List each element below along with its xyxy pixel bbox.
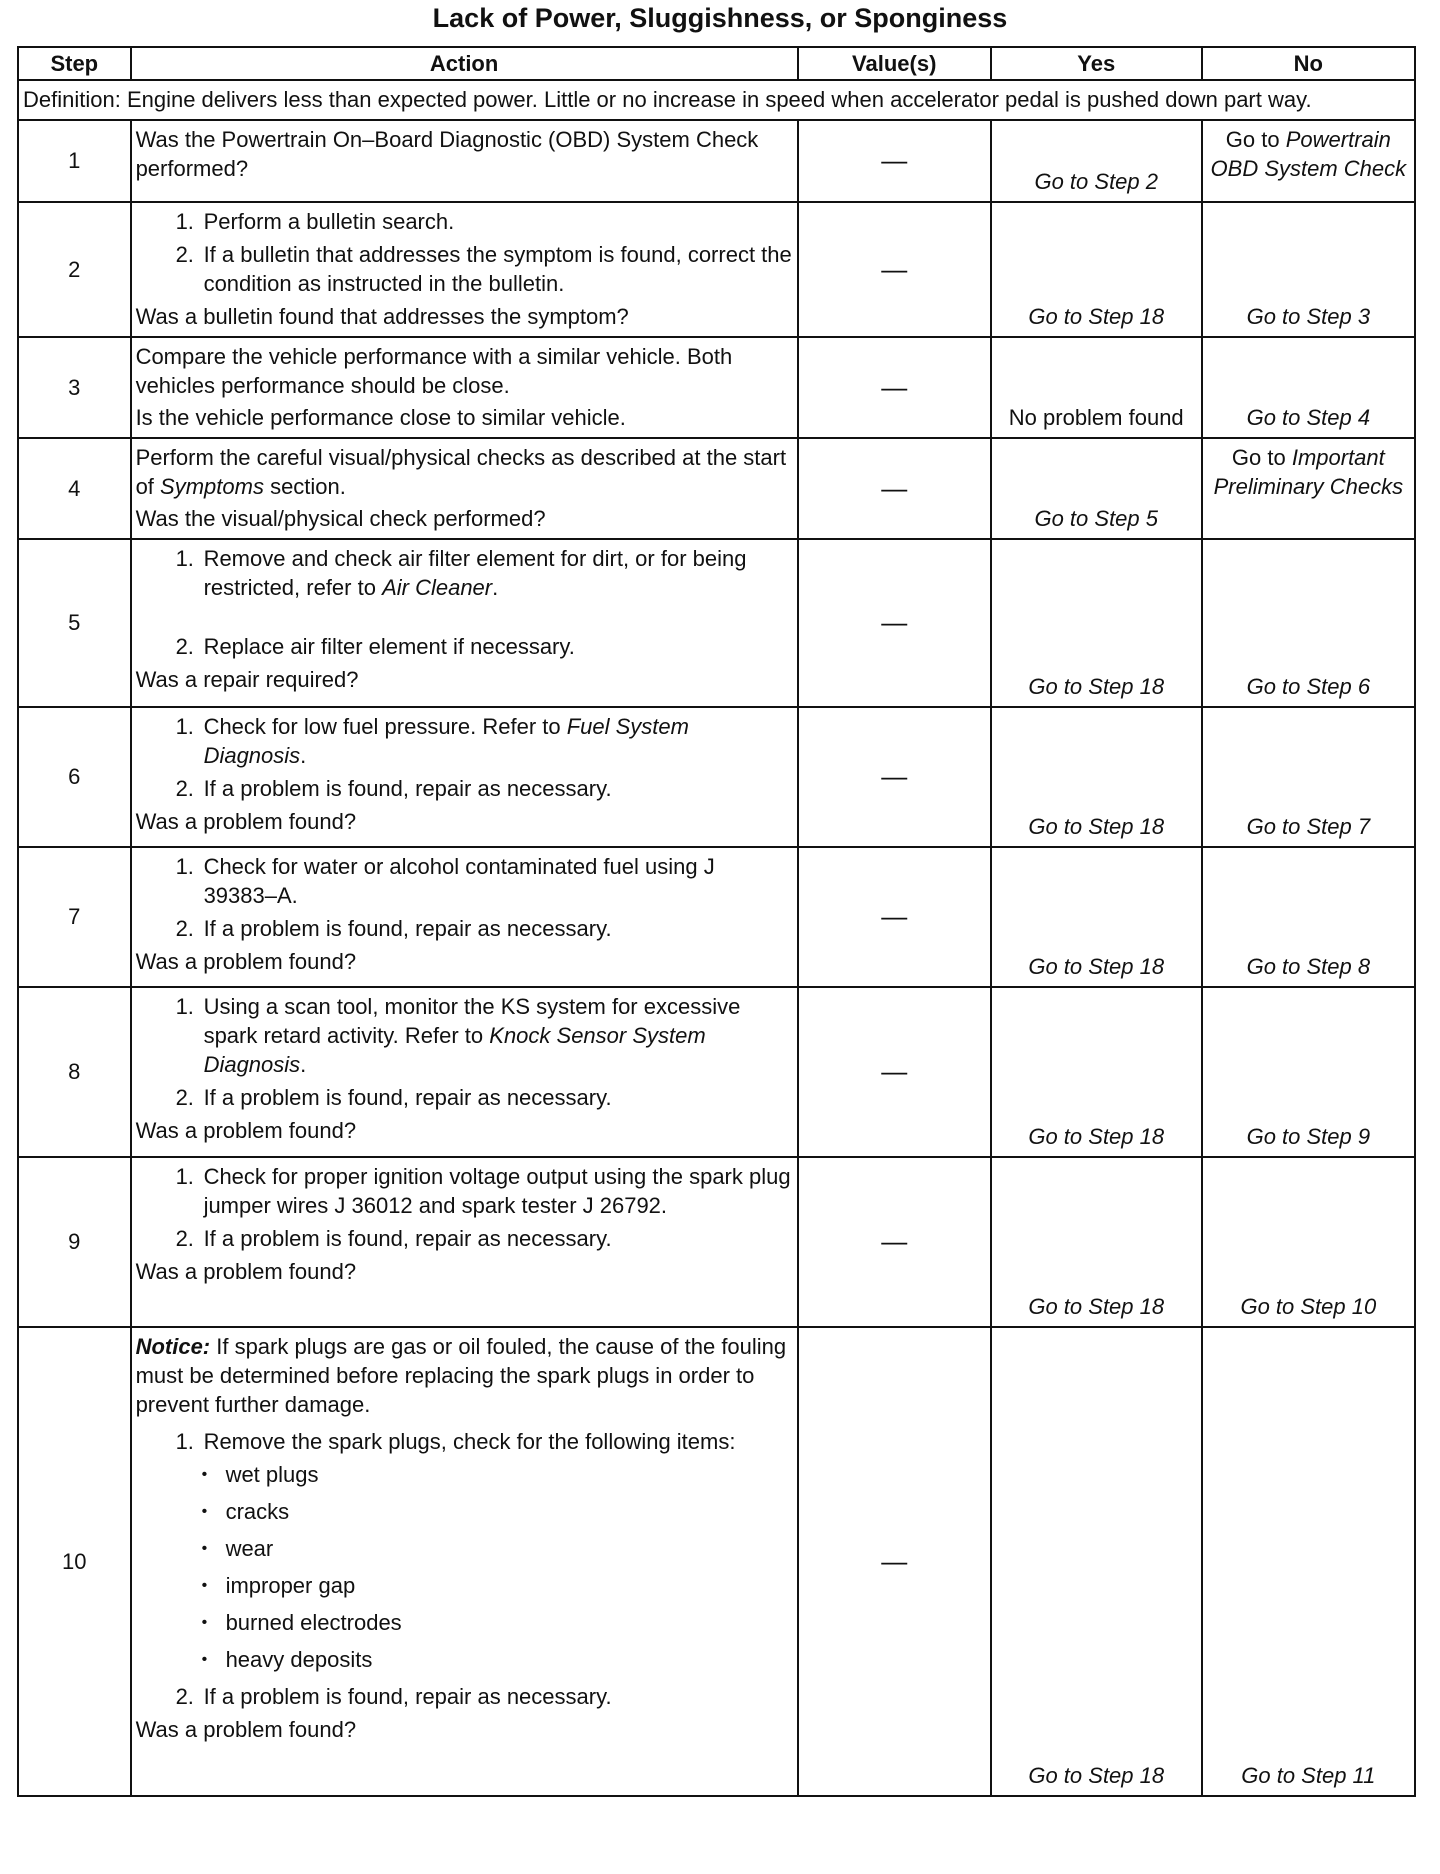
step-number: 9: [18, 1157, 131, 1327]
step-number: 3: [18, 337, 131, 438]
no-link: Powertrain OBD System Check: [1210, 127, 1407, 181]
diagnostic-table: [17, 46, 1416, 1797]
list-item: 2. If a problem is found, repair as necessary.: [175, 916, 612, 941]
step-action: [131, 120, 798, 202]
step-action: [131, 202, 798, 337]
item-text: If a bulletin that addresses the symptom is found, correct the condition as instructed in the bulletin.: [203, 242, 792, 296]
section-reference: Air Cleaner: [382, 575, 493, 600]
bullet-item: • heavy deposits: [196, 1645, 793, 1674]
yes-cell: Go to Step 18: [991, 539, 1202, 707]
table-row: [18, 438, 1415, 539]
step-value: —: [798, 438, 991, 539]
question-text: Was a problem found?: [135, 1259, 357, 1284]
question-text: Is the vehicle performance close to similar vehicle.: [135, 405, 626, 430]
list-item: 1. Remove and check air filter element for dirt, or for being restricted, refer to Air Cleaner.: [175, 546, 747, 600]
step-value: —: [798, 707, 991, 847]
item-text: Using a scan tool, monitor the KS system for excessive spark retard activity. Refer to: [203, 994, 741, 1048]
item-text: If a problem is found, repair as necessary.: [203, 1684, 612, 1709]
question-text: Was the visual/physical check performed?: [135, 506, 546, 531]
list-item: 1. Perform a bulletin search.: [175, 209, 455, 234]
table-row: [18, 847, 1415, 987]
item-text: If a problem is found, repair as necessary.: [203, 1226, 612, 1251]
item-text: Check for low fuel pressure. Refer to: [203, 714, 567, 739]
item-text: .: [492, 575, 499, 600]
notice-text: [136, 1332, 793, 1419]
step-value: —: [798, 337, 991, 438]
item-text: .: [300, 1052, 307, 1077]
list-item: 2. If a bulletin that addresses the symptom is found, correct the condition as instructed in the bulletin.: [175, 242, 792, 296]
bullet-item: • wet plugs: [196, 1460, 793, 1489]
list-item: 1. Check for water or alcohol contaminated fuel using J 39383–A.: [175, 854, 715, 908]
no-prefix: Go to: [1225, 127, 1286, 152]
step-number: 2: [18, 202, 131, 337]
step-value: —: [798, 987, 991, 1157]
text-part: Perform the careful visual/physical checks as described at the start of: [135, 445, 787, 499]
header-step: Step: [18, 47, 131, 80]
item-text: Remove the spark plugs, check for the following items:: [203, 1429, 736, 1454]
no-cell: Go to Step 9: [1202, 987, 1415, 1157]
definition-text: Definition: Engine delivers less than expected power. Little or no increase in speed when accelerator pedal is pushed down part way.: [18, 80, 1415, 120]
item-text: If a problem is found, repair as necessary.: [203, 1085, 612, 1110]
yes-cell: Go to Step 2: [991, 120, 1202, 202]
no-cell: Go to Step 4: [1202, 337, 1415, 438]
table-row: [18, 202, 1415, 337]
yes-cell: Go to Step 18: [991, 202, 1202, 337]
table-row: [18, 1157, 1415, 1327]
list-item: 2. If a problem is found, repair as necessary.: [175, 1085, 612, 1110]
no-cell: Go to Step 3: [1202, 202, 1415, 337]
item-text: Check for proper ignition voltage output using the spark plug jumper wires J 36012 and spark tester J 26792.: [203, 1164, 791, 1218]
step-number: 7: [18, 847, 131, 987]
header-yes: Yes: [991, 47, 1202, 80]
no-cell: [1202, 438, 1415, 539]
no-cell: [1202, 120, 1415, 202]
step-number: 10: [18, 1327, 131, 1796]
yes-cell: Go to Step 5: [991, 438, 1202, 539]
list-item: 2. Replace air filter element if necessary.: [175, 634, 575, 659]
step-action: [131, 1157, 798, 1327]
table-row: [18, 1327, 1415, 1796]
item-text: .: [300, 743, 307, 768]
action-text: Compare the vehicle performance with a similar vehicle. Both vehicles performance should be close.: [135, 344, 733, 398]
bullet-list: [196, 1460, 793, 1674]
step-action: [131, 1327, 798, 1796]
page-title: Lack of Power, Sluggishness, or Sponginess: [432, 3, 1008, 33]
step-value: —: [798, 539, 991, 707]
list-item: 2. If a problem is found, repair as necessary.: [175, 1684, 612, 1709]
item-text: Replace air filter element if necessary.: [203, 634, 575, 659]
question-text: Was a problem found?: [135, 809, 357, 834]
header-values: Value(s): [798, 47, 991, 80]
list-item: 1. Using a scan tool, monitor the KS system for excessive spark retard activity. Refer to Knock Sensor System Diagnosis.: [175, 994, 741, 1077]
step-value: —: [798, 202, 991, 337]
yes-cell: No problem found: [991, 337, 1202, 438]
step-action: [131, 337, 798, 438]
table-row: [18, 337, 1415, 438]
step-action: [131, 987, 798, 1157]
section-reference: Symptoms: [160, 474, 264, 499]
yes-cell: Go to Step 18: [991, 1157, 1202, 1327]
header-row: [18, 47, 1415, 80]
step-value: —: [798, 1157, 991, 1327]
item-text: If a problem is found, repair as necessary.: [203, 916, 612, 941]
step-action: [131, 539, 798, 707]
list-item: 1. Check for low fuel pressure. Refer to Fuel System Diagnosis.: [175, 714, 689, 768]
action-text: [136, 443, 793, 501]
yes-cell: Go to Step 18: [991, 847, 1202, 987]
no-cell: Go to Step 10: [1202, 1157, 1415, 1327]
table-row: [18, 120, 1415, 202]
step-action: [131, 847, 798, 987]
no-cell: Go to Step 6: [1202, 539, 1415, 707]
item-text: Check for water or alcohol contaminated fuel using J 39383–A.: [203, 854, 715, 908]
question-text: Was a bulletin found that addresses the symptom?: [135, 304, 629, 329]
bullet-item: • wear: [196, 1534, 793, 1563]
question-text: Was a problem found?: [135, 1118, 357, 1143]
no-cell: Go to Step 11: [1202, 1327, 1415, 1796]
section-reference: Knock Sensor System Diagnosis: [203, 1023, 706, 1077]
header-no: No: [1202, 47, 1415, 80]
step-value: —: [798, 120, 991, 202]
table-row: [18, 707, 1415, 847]
list-item: 2. If a problem is found, repair as necessary.: [175, 776, 612, 801]
no-prefix: Go to: [1231, 445, 1292, 470]
bullet-item: • cracks: [196, 1497, 793, 1526]
table-row: [18, 539, 1415, 707]
step-action: [131, 438, 798, 539]
yes-cell: Go to Step 18: [991, 1327, 1202, 1796]
item-text: If a problem is found, repair as necessary.: [203, 776, 612, 801]
step-number: 5: [18, 539, 131, 707]
text-part: section.: [263, 474, 346, 499]
step-value: —: [798, 847, 991, 987]
step-number: 4: [18, 438, 131, 539]
bullet-item: • improper gap: [196, 1571, 793, 1600]
step-number: 8: [18, 987, 131, 1157]
question-text: Was a problem found?: [135, 949, 357, 974]
list-item: 1. Check for proper ignition voltage output using the spark plug jumper wires J 36012 and spark tester J 26792.: [175, 1164, 791, 1218]
notice-body: If spark plugs are gas or oil fouled, the cause of the fouling must be determined before replacing the spark plugs in order to prevent further damage.: [135, 1334, 787, 1417]
table-row: [18, 987, 1415, 1157]
no-cell: Go to Step 7: [1202, 707, 1415, 847]
yes-cell: Go to Step 18: [991, 987, 1202, 1157]
no-cell: Go to Step 8: [1202, 847, 1415, 987]
item-text: Remove and check air filter element for dirt, or for being restricted, refer to: [203, 546, 747, 600]
yes-cell: Go to Step 18: [991, 707, 1202, 847]
question-text: Was a repair required?: [135, 667, 359, 692]
question-text: Was a problem found?: [135, 1717, 357, 1742]
no-link: Important Preliminary Checks: [1213, 445, 1404, 499]
list-item: 2. If a problem is found, repair as necessary.: [175, 1226, 612, 1251]
step-action: [131, 707, 798, 847]
header-action: Action: [131, 47, 798, 80]
step-number: 6: [18, 707, 131, 847]
item-text: Perform a bulletin search.: [203, 209, 455, 234]
step-number: 1: [18, 120, 131, 202]
question-text: Was the Powertrain On–Board Diagnostic (OBD) System Check performed?: [135, 127, 759, 181]
notice-label: Notice:: [135, 1334, 211, 1359]
bullet-item: • burned electrodes: [196, 1608, 793, 1637]
list-item: 1. Remove the spark plugs, check for the following items:: [175, 1429, 736, 1454]
section-reference: Fuel System Diagnosis: [203, 714, 689, 768]
definition-row: [18, 80, 1415, 120]
step-value: —: [798, 1327, 991, 1796]
